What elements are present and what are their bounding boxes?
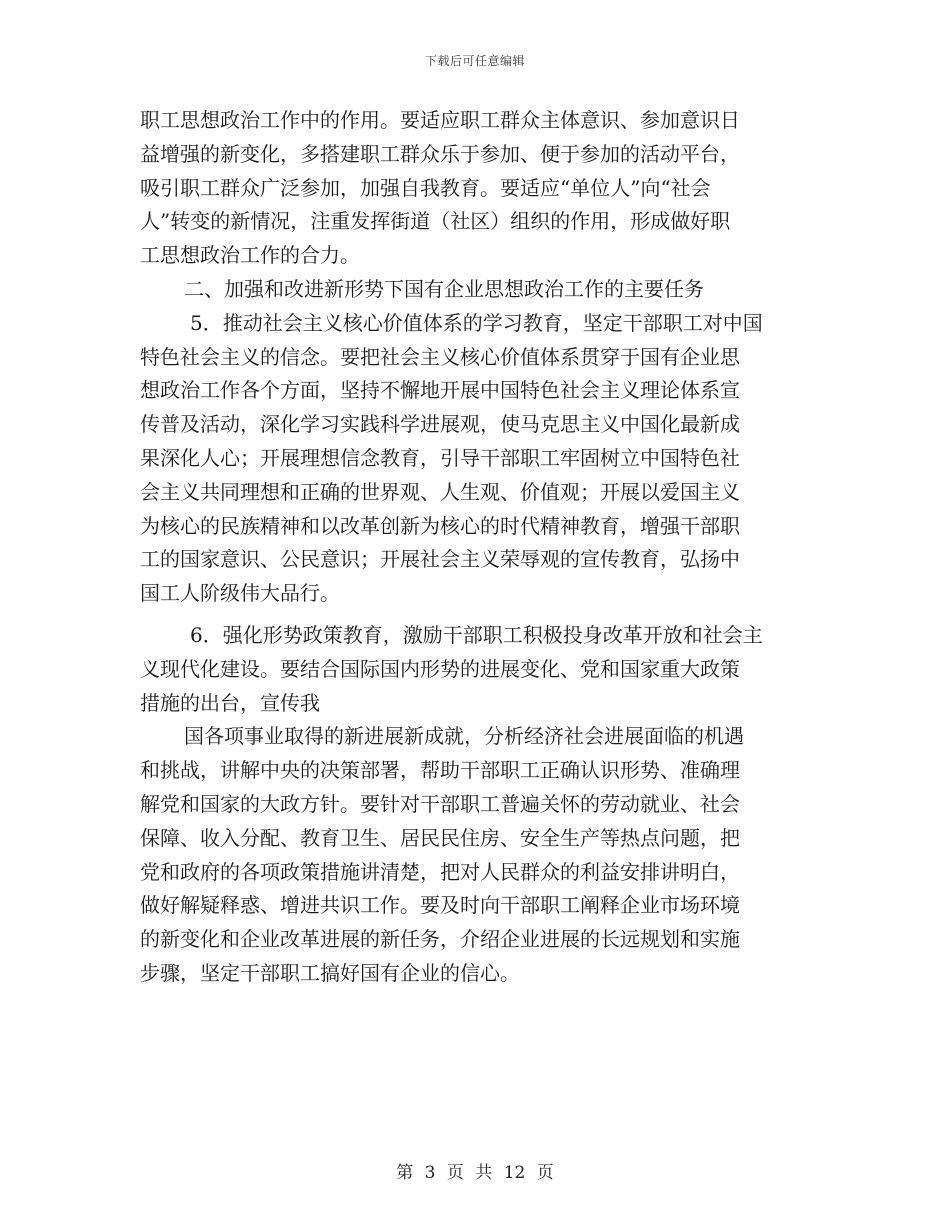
text-line: 传普及活动，深化学习实践科学进展观，使马克思主义中国化最新成 [140, 412, 740, 437]
text-line: 6．强化形势政策教育，激励干部职工积极投身改革开放和社会主 [190, 622, 763, 647]
text-line: 职工思想政治工作中的作用。要适应职工群众主体意识、参加意识日 [140, 108, 740, 132]
text-line: 工思想政治工作的合力。 [140, 243, 360, 268]
text-line: 做好解疑释惑、增进共识工作。要及时向干部职工阐释企业市场环境 [140, 893, 740, 918]
text-line: 步骤，坚定干部职工搞好国有企业的信心。 [140, 960, 520, 985]
text-line: 5．推动社会主义核心价值体系的学习教育，坚定干部职工对中国 [190, 310, 763, 335]
text-line: 国工人阶级伟大品行。 [140, 581, 340, 606]
page-header: 下载后可任意编辑 [424, 54, 525, 68]
text-line: 为核心的民族精神和以改革创新为核心的时代精神教育，增强干部职 [140, 513, 740, 538]
page-number: 第 3 页 共 12 页 [396, 1163, 554, 1183]
text-line: 会主义共同理想和正确的世界观、人生观、价值观；开展以爱国主义 [140, 479, 740, 504]
text-line: 的新变化和企业改革进展的新任务，介绍企业进展的长远规划和实施 [140, 927, 740, 952]
text-line: 特色社会主义的信念。要把社会主义核心价值体系贯穿于国有企业思 [140, 344, 740, 369]
section-heading: 二、加强和改进新形势下国有企业思想政治工作的主要任务 [184, 276, 704, 301]
text-line: 党和政府的各项政策措施讲清楚，把对人民群众的利益安排讲明白， [140, 859, 740, 884]
text-line: 义现代化建设。要结合国际国内形势的进展变化、党和国家重大政策 [140, 656, 740, 681]
text-line: 益增强的新变化，多搭建职工群众乐于参加、便于参加的活动平台， [140, 141, 740, 166]
text-line: 措施的出台，宣传我 [140, 690, 320, 715]
text-line: 吸引职工群众广泛参加，加强自我教育。要适应“单位人”向“社会 [140, 175, 711, 200]
text-line: 保障、收入分配、教育卫生、居民民住房、安全生产等热点问题，把 [140, 825, 740, 850]
text-line: 工的国家意识、公民意识；开展社会主义荣辱观的宣传教育，弘扬中 [140, 547, 740, 572]
text-line: 解党和国家的大政方针。要针对干部职工普遍关怀的劳动就业、社会 [140, 791, 740, 816]
text-line: 想政治工作各个方面，坚持不懈地开展中国特色社会主义理论体系宣 [140, 378, 740, 403]
text-line: 国各项事业取得的新进展新成就，分析经济社会进展面临的机遇 [184, 724, 744, 749]
text-line: 人”转变的新情况，注重发挥街道（社区）组织的作用，形成做好职 [140, 209, 731, 234]
text-line: 和挑战，讲解中央的决策部署，帮助干部职工正确认识形势、准确理 [140, 758, 740, 783]
text-line: 果深化人心；开展理想信念教育，引导干部职工牢固树立中国特色社 [140, 445, 740, 470]
document-body [140, 104, 820, 991]
